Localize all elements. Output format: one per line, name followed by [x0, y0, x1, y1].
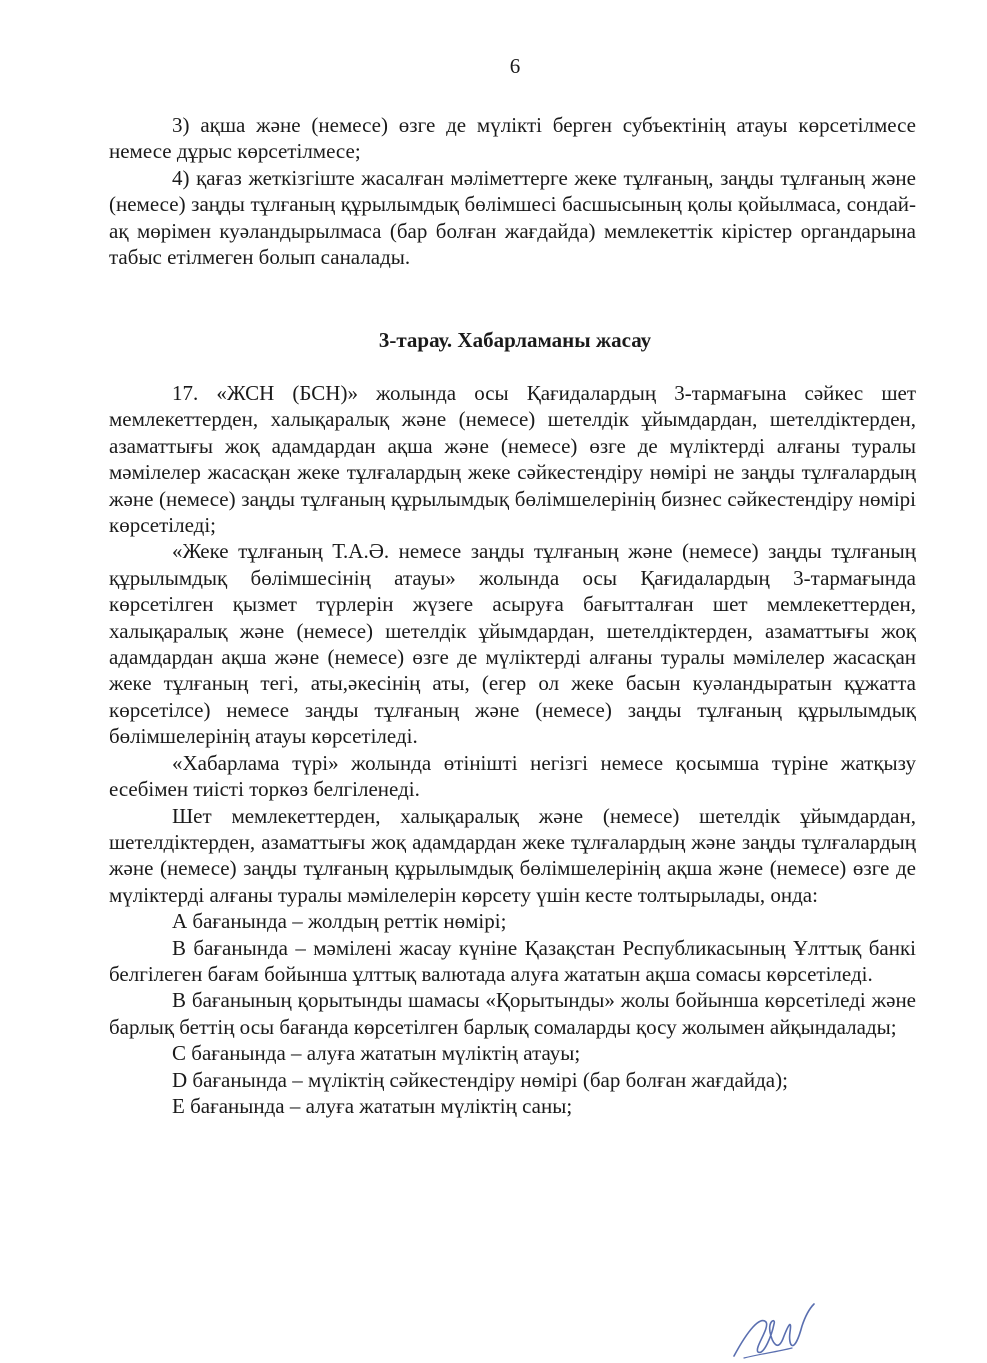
page-number: 6	[509, 54, 521, 78]
handwritten-signature	[720, 1296, 830, 1362]
paragraph: D бағанында – мүліктің сәйкестендіру нөмірі (бар болған жағдайда);	[172, 1067, 788, 1092]
paragraph: А бағанында – жолдың реттік нөмірі;	[172, 909, 507, 934]
paragraph: 17. «ЖСН (БСН)» жолында осы Қағидалардың 3-тармағына сәйкес шет мемлекеттерден, халықаралық және (немесе) шетелдік ұйымдардан, шетелдіктерден, азаматтығы жоқ адамдардан ақша және (немесе) өзге де мүліктерді алғаны туралы мәмілелер жасасқан жеке тұлғалардың жеке сәйкестендіру нөмірі не заңды тұлғалардың және (немесе) заңды тұлғаның құрылымдық бөлімшелерінің бизнес сәйкестендіру нөмірі көрсетіледі;	[109, 381, 916, 538]
paragraph: Шет мемлекеттерден, халықаралық және (немесе) шетелдік ұйымдардан, шетелдіктерден, азаматтығы жоқ адамдардан жеке тұлғалардың және заңды тұлғалардың және (немесе) заңды тұлғаның құрылымдық бөлімшелерінің ақша және (немесе) өзге де мүліктерді алғаны туралы мәмілелерін көрсету үшін кесте толтырылады, онда:	[109, 803, 916, 907]
text-block-top	[109, 112, 916, 270]
paragraph: «Жеке тұлғаның Т.А.Ә. немесе заңды тұлғаның және (немесе) заңды тұлғаның құрылымдық бөлімшесінің атауы» жолында осы Қағидалардың 3-тармағында көрсетілген қызмет түрлерін жүзеге асыруға бағытталған шет мемлекеттерден, халықаралық және (немесе) шетелдік ұйымдардан, шетелдіктерден, азаматтығы жоқ адамдардан ақша және (немесе) өзге де мүліктерді алғаны туралы мәмілелер жасасқан жеке тұлғаның тегі, аты,әкесінің аты, (егер ол жеке басын куәландыратын құжатта көрсетілсе) немесе заңды тұлғаның және (немесе) заңды тұлғаның құрылымдық бөлімшелерінің атауы көрсетіледі.	[109, 539, 916, 749]
paragraph: 3) ақша және (немесе) өзге де мүлікті берген субъектінің атауы көрсетілмесе немесе дұрыс көрсетілмесе;	[109, 113, 916, 164]
text-block-main	[109, 380, 916, 1119]
paragraph: В бағанының қорытынды шамасы «Қорытынды» жолы бойынша көрсетіледі және барлық беттің осы бағанда көрсетілген барлық сомаларды қосу жолымен айқындалады;	[109, 988, 916, 1039]
paragraph: В бағанында – мәмілені жасау күніне Қазақстан Республикасының Ұлттық банкі белгілеген бағам бойынша ұлттық валютада алуға жататын ақша сомасы көрсетіледі.	[109, 935, 916, 986]
paragraph: С бағанында – алуға жататын мүліктің атауы;	[172, 1041, 581, 1066]
paragraph: 4) қағаз жеткізгіште жасалған мәліметтерге жеке тұлғаның, заңды тұлғаның және (немесе) заңды тұлғаның құрылымдық бөлімшесі басшысының қолы қойылмаса, сондай-ақ мөрімен куәландырылмаса (бар болған жағдайда) мемлекеттік кірістер органдарына табыс етілмеген болып саналады.	[109, 165, 916, 270]
paragraph: «Хабарлама түрі» жолында өтінішті негізгі немесе қосымша түріне жатқызу есебімен тиісті торкөз белгіленеді.	[109, 750, 916, 802]
section-heading: 3-тарау. Хабарламаны жасау	[378, 328, 652, 352]
paragraph: Е бағанында – алуға жататын мүліктің саны;	[172, 1093, 573, 1118]
